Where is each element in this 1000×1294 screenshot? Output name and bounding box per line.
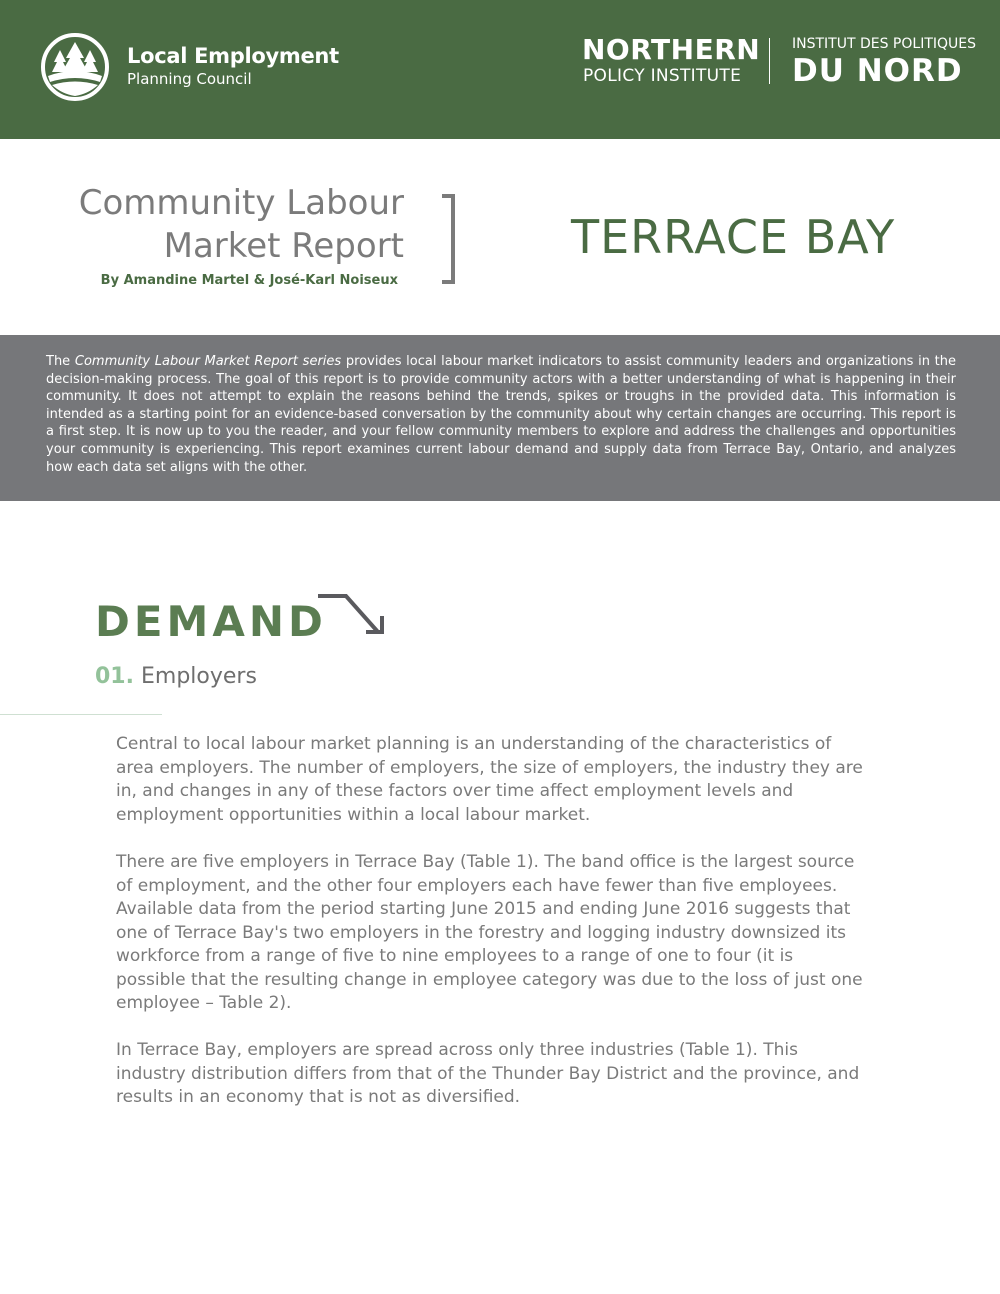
report-title-line1: Community Labour	[78, 183, 404, 223]
npi-subtitle: POLICY INSTITUTE	[583, 66, 742, 86]
community-name: TERRACE BAY	[571, 210, 896, 264]
ipn-subtitle: DU NORD	[792, 53, 963, 89]
lepc-name: Local Employment	[127, 44, 339, 68]
intro-body: provides local labour market indicators to assist community leaders and organizations in the decision-making process. The goal of this report is to provide community actors with a better understanding of what is happening in their community. It does not attempt to explain the reasons behind the trends, spikes or troughs in the provided data. This information is intended as a starting point for an evidence-based conversation by the community about why certain changes are occurring. This report is a first step. It is now up to you the reader, and your fellow community members to explore and address the challenges and opportunities your community is experiencing. This report examines current labour demand and supply data from Terrace Bay, Ontario, and analyzes how each data set aligns with the other.	[46, 354, 957, 475]
subsection-title: Employers	[141, 664, 257, 689]
ipn-name: INSTITUT DES POLITIQUES	[792, 36, 977, 52]
logo-divider	[769, 38, 770, 84]
section-heading: DEMAND	[95, 597, 327, 646]
lepc-trees-logo-icon	[40, 32, 110, 102]
intro-paragraph	[46, 353, 956, 476]
header-banner	[0, 0, 1000, 139]
author-byline: By Amandine Martel & José-Karl Noiseux	[100, 273, 398, 288]
series-name: Community Labour Market Report series	[74, 354, 342, 369]
npi-name: NORTHERN	[582, 33, 761, 66]
subsection-number: 01.	[95, 664, 134, 689]
body-paragraph-3: In Terrace Bay, employers are spread across only three industries (Table 1). This industry distribution differs from that of the Thunder Bay District and the province, and results in an economy that is not as diversified.	[116, 1040, 860, 1107]
title-bracket	[440, 194, 456, 284]
intro-lead: The	[46, 354, 75, 369]
lepc-subtitle: Planning Council	[127, 70, 252, 88]
section-divider	[0, 714, 162, 715]
body-paragraph-2: There are five employers in Terrace Bay (Table 1). The band office is the largest source of employment, and the other four employers each have fewer than five employees. Available data from the period starting June 2015 and ending June 2016 suggests that one of Terrace Bay's two employers in the forestry and logging industry downsized its workforce from a range of five to nine employees to a range of one to four (it is possible that the resulting change in employee category was due to the loss of just one employee – Table 2).	[116, 852, 863, 1013]
body-paragraph-1: Central to local labour market planning is an understanding of the characteristics of area employers. The number of employers, the size of employers, the industry they are in, and changes in any of these factors over time affect employment levels and employment opportunities within a local labour market.	[116, 734, 863, 825]
intro-band	[0, 335, 1000, 501]
down-right-arrow-icon	[316, 592, 394, 640]
report-title-line2: Market Report	[163, 226, 404, 266]
